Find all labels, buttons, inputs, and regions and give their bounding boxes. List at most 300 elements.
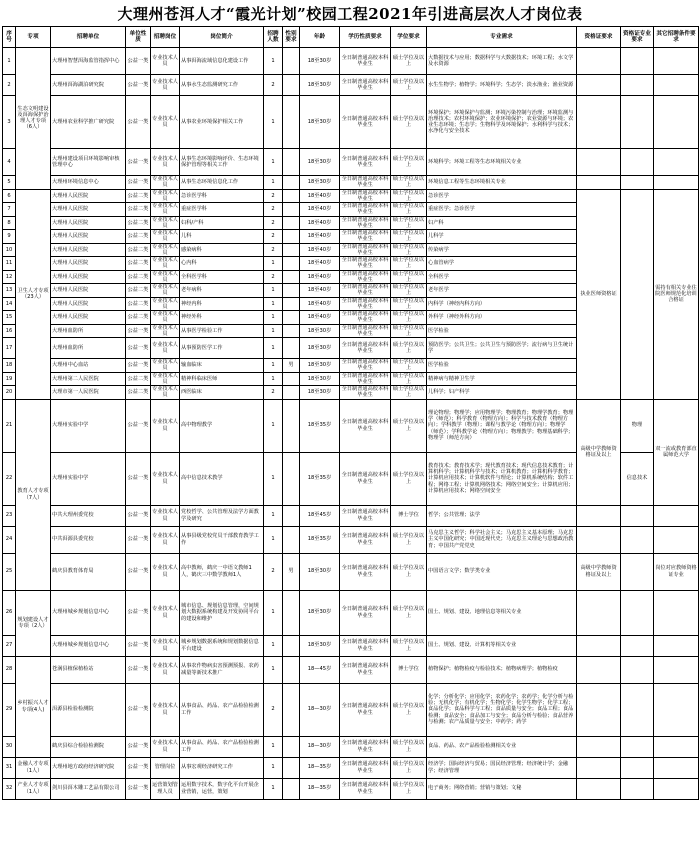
count-cell: 1 xyxy=(264,149,283,176)
nature-cell: 公益二类 xyxy=(126,284,151,298)
major-cell: 环境科学；环境工程等生态环境相关专业 xyxy=(427,149,577,176)
qualification-cell xyxy=(577,778,621,799)
unit-cell: 中共大理州委党校 xyxy=(51,505,126,526)
gender-cell xyxy=(283,230,300,244)
degree-cell: 硕士学位及以上 xyxy=(391,230,427,244)
post-cell: 专业技术人员 xyxy=(151,505,180,526)
education-cell: 全日制普通高校本科毕业生 xyxy=(340,48,391,75)
qualification-major-cell xyxy=(621,48,654,75)
row-number: 3 xyxy=(3,96,16,149)
intro-cell: 从事食品、药品、农产品检验检测工作 xyxy=(180,683,264,736)
major-cell: 水生生物学；植物学；环境科学；生态学；淡水渔业；渔业资源 xyxy=(427,75,577,96)
gender-cell xyxy=(283,216,300,230)
qualification-cell xyxy=(577,656,621,683)
row-number: 1 xyxy=(3,48,16,75)
gender-cell xyxy=(283,683,300,736)
major-cell: 急诊医学 xyxy=(427,189,577,203)
unit-cell: 大理州血防所 xyxy=(51,324,126,338)
major-cell: 理论物理；物理学；应用物理学；物理教育；物理学教育；物理学（师范）；科学教育（物理方向）；科学与技术教育（物理方向）；学科教学（物理）；课程与教学论（物理方向）；物理学（师范）；学科教学论（物理方向）；物理教学；物理基础科学；物理学（师范方向） xyxy=(427,399,577,452)
degree-cell: 硕士学位及以上 xyxy=(391,359,427,373)
education-cell: 全日制普通高校本科毕业生 xyxy=(340,338,391,359)
major-cell: 心血管病学 xyxy=(427,257,577,271)
degree-cell: 硕士学位及以上 xyxy=(391,257,427,271)
major-cell: 全科医学 xyxy=(427,270,577,284)
nature-cell: 公益二类 xyxy=(126,270,151,284)
gender-cell xyxy=(283,778,300,799)
post-cell: 专业技术人员 xyxy=(151,75,180,96)
major-cell: 妇产科 xyxy=(427,216,577,230)
table-row xyxy=(3,505,699,526)
education-cell: 全日制普通高校本科毕业生 xyxy=(340,243,391,257)
unit-cell: 大理州洱海湖泊研究院 xyxy=(51,75,126,96)
intro-cell: 从事生态环境信息化工作 xyxy=(180,176,264,190)
count-cell: 1 xyxy=(264,257,283,271)
other-requirements-cell: 岗位对应教师资格证专业 xyxy=(654,553,699,590)
unit-cell: 大理州城乡规划信息中心 xyxy=(51,590,126,635)
gender-cell xyxy=(283,189,300,203)
table-row xyxy=(3,635,699,656)
row-number: 10 xyxy=(3,243,16,257)
gender-cell xyxy=(283,590,300,635)
nature-cell: 公益一类 xyxy=(126,75,151,96)
row-number: 8 xyxy=(3,216,16,230)
unit-cell: 洱源县检验检测院 xyxy=(51,683,126,736)
nature-cell: 公益一类 xyxy=(126,505,151,526)
degree-cell: 硕士学位及以上 xyxy=(391,386,427,400)
intro-cell: 运用数字技术，数字化平台开展企业营销，运营，策划 xyxy=(180,778,264,799)
qualification-cell xyxy=(577,48,621,75)
major-cell: 大数据技术与应用；数据科学与大数据技术；环境工程；水文学及水资源 xyxy=(427,48,577,75)
header-cell: 专项 xyxy=(16,27,51,48)
nature-cell: 公益一类 xyxy=(126,399,151,452)
unit-cell: 大理州人民医院 xyxy=(51,216,126,230)
age-cell: 18至30岁 xyxy=(300,324,340,338)
post-cell: 专业技术人员 xyxy=(152,324,178,337)
other-requirements-cell xyxy=(654,505,699,526)
gender-cell xyxy=(283,270,300,284)
other-requirements-cell: 双一流或教育部直属师范大学 xyxy=(654,399,699,505)
count-cell: 2 xyxy=(264,243,283,257)
header-cell: 学历性质要求 xyxy=(340,27,391,48)
intro-cell: 城市信息、规划信息管理，空间规划大数据系统构建及开发协同平台的建设和维护 xyxy=(180,590,264,635)
degree-cell: 硕士学位及以上 xyxy=(391,324,427,338)
age-cell: 18至40岁 xyxy=(300,203,340,217)
age-cell: 18至30岁 xyxy=(300,338,340,359)
unit-cell: 大理州血防所 xyxy=(51,338,126,359)
age-cell: 18至35岁 xyxy=(300,526,340,553)
qualification-cell: 高级中学教师资格证及以上 xyxy=(577,553,621,590)
unit-cell: 大理州实验中学 xyxy=(51,399,126,452)
education-cell: 全日制普通高校本科毕业生 xyxy=(340,683,391,736)
education-cell: 全日制普通高校本科毕业生 xyxy=(340,553,391,590)
qualification-major-cell xyxy=(621,505,654,526)
unit-cell: 大理州人民医院 xyxy=(51,230,126,244)
nature-cell: 公益一类 xyxy=(126,452,151,505)
intro-cell: 精神科临床医师 xyxy=(180,372,264,386)
row-number: 9 xyxy=(3,230,16,244)
age-cell: 18至35岁 xyxy=(300,452,340,505)
qualification-cell xyxy=(577,176,621,190)
nature-cell: 公益二类 xyxy=(126,257,151,271)
degree-cell: 硕士学位及以上 xyxy=(391,96,427,149)
row-number: 23 xyxy=(3,505,16,526)
gender-cell xyxy=(283,757,300,778)
qualification-cell xyxy=(577,635,621,656)
count-cell: 1 xyxy=(264,48,283,75)
count-cell: 1 xyxy=(264,656,283,683)
post-cell: 专业技术人员 xyxy=(151,590,180,635)
post-cell: 专业技术人员 xyxy=(151,526,180,553)
other-requirements-cell xyxy=(654,149,699,176)
gender-cell xyxy=(283,96,300,149)
qualification-cell xyxy=(577,590,621,635)
age-cell: 18至30岁 xyxy=(300,75,340,96)
row-number: 17 xyxy=(3,338,16,359)
qualification-major-cell xyxy=(621,683,654,736)
unit-cell: 大理州农业科学推广研究院 xyxy=(51,96,126,149)
unit-cell: 大理州地方政府经济研究院 xyxy=(51,757,126,778)
age-cell: 18—35岁 xyxy=(300,778,340,799)
age-cell: 18至40岁 xyxy=(300,216,340,230)
row-number: 20 xyxy=(3,386,16,400)
major-cell: 哲学；公共管理；法学 xyxy=(427,505,577,526)
other-requirements-cell xyxy=(654,48,699,75)
category-cell: 乡村振兴人才专项(4人) xyxy=(16,656,51,757)
unit-cell: 大理州建设项目环境影响审核管理中心 xyxy=(51,149,126,176)
degree-cell: 硕士学位及以上 xyxy=(391,683,427,736)
post-cell: 专业技术人员 xyxy=(151,553,180,590)
count-cell: 2 xyxy=(264,230,283,244)
intro-cell: 城乡规划数据系统和规划数据信息平台建设 xyxy=(180,635,264,656)
education-cell: 全日制普通高校本科毕业生 xyxy=(340,176,391,190)
count-cell: 1 xyxy=(264,590,283,635)
major-cell: 环境保护；环境保护与监测；环境污染控制与治理；环境监测与治理技术；农村环境保护；农业环境保护；农业资源与环境；农业生态环境；生态学；生物科学及环境保护；水利科学与技术；水净化与安全技术 xyxy=(427,96,577,149)
qualification-major-cell xyxy=(621,149,654,176)
unit-cell: 大理州第二人民医院 xyxy=(51,372,126,386)
row-number: 4 xyxy=(3,149,16,176)
education-cell: 全日制普通高校本科毕业生 xyxy=(340,216,391,230)
intro-cell: 从事食品、药品、农产品检验检测工作 xyxy=(180,736,264,757)
intro-cell: 妇科/产科 xyxy=(180,216,264,230)
gender-cell xyxy=(283,452,300,505)
education-cell: 全日制普通高校本科毕业生 xyxy=(340,75,391,96)
degree-cell: 硕士学位及以上 xyxy=(391,452,427,505)
qualification-major-cell xyxy=(621,757,654,778)
degree-cell: 硕士学位及以上 xyxy=(391,778,427,799)
age-cell: 18至30岁 xyxy=(300,96,340,149)
unit-cell: 大理州人民医院 xyxy=(51,243,126,257)
row-number: 11 xyxy=(3,257,16,271)
nature-cell: 公益一类 xyxy=(126,338,151,359)
row-number: 5 xyxy=(3,176,16,190)
major-cell: 重症医学；急诊医学 xyxy=(427,203,577,217)
age-cell: 18至40岁 xyxy=(300,284,340,298)
unit-cell: 苍满县植保植检站 xyxy=(51,656,126,683)
row-number: 26 xyxy=(3,590,16,635)
qualification-major-cell xyxy=(621,553,654,590)
qualification-cell xyxy=(577,149,621,176)
intro-cell: 党校哲学、公共管理及法学方面教学及研究 xyxy=(180,505,264,526)
intro-cell: 从事农作物病虫害预测预报、农药减量等新技术推广 xyxy=(180,656,264,683)
qualification-cell xyxy=(577,736,621,757)
other-requirements-cell xyxy=(654,75,699,96)
table-row xyxy=(3,176,699,190)
education-cell: 全日制普通高校本科毕业生 xyxy=(340,203,391,217)
gender-cell xyxy=(283,736,300,757)
age-cell: 18至30岁 xyxy=(300,590,340,635)
intro-cell: 高中信息技术教学 xyxy=(180,452,264,505)
education-cell: 全日制普通高校本科毕业生 xyxy=(340,257,391,271)
row-number: 15 xyxy=(3,311,16,325)
count-cell: 2 xyxy=(264,216,283,230)
category-cell: 金融人才专项（1人） xyxy=(16,757,51,778)
category-cell: 卫生人才专项（23人） xyxy=(16,189,51,399)
header-cell: 学位要求 xyxy=(391,27,427,48)
nature-cell: 公益一类 xyxy=(126,48,151,75)
other-requirements-cell: 需持有相关专业住院医师规范化培训合格证 xyxy=(654,189,699,399)
other-requirements-cell xyxy=(654,683,699,736)
count-cell: 1 xyxy=(264,297,283,311)
count-cell: 2 xyxy=(264,553,283,590)
row-number: 22 xyxy=(3,452,16,505)
unit-cell: 鹤庆县教育体育局 xyxy=(51,553,126,590)
recruitment-table xyxy=(2,26,699,800)
count-cell: 1 xyxy=(264,176,283,190)
intro-cell: 高中物理教学 xyxy=(180,399,264,452)
table-row xyxy=(3,75,699,96)
category-cell: 生态文明建设及洱海保护治理人才专项（6人） xyxy=(16,48,51,190)
count-cell: 2 xyxy=(264,203,283,217)
qualification-cell xyxy=(577,757,621,778)
header-cell: 序号 xyxy=(3,27,16,48)
gender-cell xyxy=(283,526,300,553)
degree-cell: 硕士学位及以上 xyxy=(391,284,427,298)
intro-cell: 从事医学检验工作 xyxy=(180,324,264,338)
other-requirements-cell xyxy=(654,590,699,635)
qualification-major-cell xyxy=(621,778,654,799)
qualification-major-cell: 物理 xyxy=(621,399,654,452)
education-cell: 全日制普通高校本科毕业生 xyxy=(340,230,391,244)
category-cell: 规划建设人才专项（2人） xyxy=(16,590,51,656)
table-row xyxy=(3,189,699,203)
age-cell: 18至40岁 xyxy=(300,230,340,244)
gender-cell xyxy=(283,149,300,176)
other-requirements-cell xyxy=(654,656,699,683)
count-cell: 2 xyxy=(264,189,283,203)
row-number: 13 xyxy=(3,284,16,298)
header-cell: 单位性质 xyxy=(126,27,151,48)
gender-cell xyxy=(283,386,300,400)
nature-cell: 公益一类 xyxy=(126,656,151,683)
row-number: 27 xyxy=(3,635,16,656)
intro-cell: 神经内科 xyxy=(180,297,264,311)
intro-cell: 西医临床 xyxy=(180,386,264,400)
age-cell: 18—30岁 xyxy=(300,683,340,736)
row-number: 14 xyxy=(3,297,16,311)
table-row xyxy=(3,553,699,590)
qualification-major-cell xyxy=(621,75,654,96)
intro-cell: 感染病科 xyxy=(180,243,264,257)
degree-cell: 硕士学位及以上 xyxy=(391,297,427,311)
age-cell: 18至40岁 xyxy=(300,257,340,271)
header-cell: 其它招聘条件要求 xyxy=(654,27,699,48)
unit-cell: 大理州人民医院 xyxy=(51,203,126,217)
count-cell: 2 xyxy=(264,75,283,96)
nature-cell: 公益一类 xyxy=(126,635,151,656)
gender-cell xyxy=(283,48,300,75)
row-number: 7 xyxy=(3,203,16,217)
age-cell: 18—30岁 xyxy=(300,736,340,757)
nature-cell: 公益二类 xyxy=(126,386,151,400)
unit-cell: 大理市第一人民医院 xyxy=(51,386,126,400)
intro-cell: 从事水生态监测研究工作 xyxy=(180,75,264,96)
education-cell: 全日制普通高校本科毕业生 xyxy=(340,311,391,325)
post-cell: 专业技术人员 xyxy=(151,656,180,683)
gender-cell xyxy=(283,311,300,325)
gender-cell xyxy=(283,338,300,359)
degree-cell: 硕士学位及以上 xyxy=(391,48,427,75)
age-cell: 18至30岁 xyxy=(300,386,340,400)
qualification-major-cell xyxy=(621,590,654,635)
major-cell: 国土、规划、建设、地理信息等相关专业 xyxy=(427,590,577,635)
count-cell: 1 xyxy=(264,635,283,656)
degree-cell: 硕士学位及以上 xyxy=(391,311,427,325)
table-row xyxy=(3,656,699,683)
unit-cell: 大理州人民医院 xyxy=(51,270,126,284)
intro-cell: 从事县级党校党员干部教育教学工作 xyxy=(180,526,264,553)
education-cell: 全日制普通高校本科毕业生 xyxy=(340,635,391,656)
age-cell: 18至40岁 xyxy=(300,270,340,284)
post-cell: 专业技术人员 xyxy=(152,189,178,202)
header-cell: 年龄 xyxy=(300,27,340,48)
category-cell: 教育人才专项（7人） xyxy=(16,399,51,590)
intro-cell: 神经外科 xyxy=(180,311,264,325)
education-cell: 全日制普通高校本科毕业生 xyxy=(340,372,391,386)
header-cell: 资格证专业要求 xyxy=(621,27,654,48)
other-requirements-cell xyxy=(654,778,699,799)
unit-cell: 大理州环境信息中心 xyxy=(51,176,126,190)
post-cell: 专业技术人员 xyxy=(151,149,180,176)
count-cell: 2 xyxy=(264,683,283,736)
major-cell: 国土、规划、建设、计算机等相关专业 xyxy=(427,635,577,656)
unit-cell: 大理州城乡规划信息中心 xyxy=(51,635,126,656)
education-cell: 全日制普通高校本科毕业生 xyxy=(340,590,391,635)
age-cell: 18至30岁 xyxy=(300,48,340,75)
education-cell: 全日制普通高校本科毕业生 xyxy=(340,189,391,203)
nature-cell: 公益二类 xyxy=(126,311,151,325)
intro-cell: 输血临床 xyxy=(180,359,264,373)
other-requirements-cell xyxy=(654,526,699,553)
other-requirements-cell xyxy=(654,635,699,656)
row-number: 25 xyxy=(3,553,16,590)
nature-cell: 公益一类 xyxy=(126,176,151,190)
unit-cell: 大理州人民医院 xyxy=(51,311,126,325)
degree-cell: 硕士学位及以上 xyxy=(391,270,427,284)
post-cell: 专业技术人员 xyxy=(152,270,178,283)
qualification-major-cell xyxy=(621,526,654,553)
row-number: 32 xyxy=(3,778,16,799)
gender-cell xyxy=(283,284,300,298)
education-cell: 全日制普通高校本科毕业生 xyxy=(340,324,391,338)
qualification-major-cell xyxy=(621,736,654,757)
degree-cell: 硕士学位及以上 xyxy=(391,149,427,176)
degree-cell: 硕士学位及以上 xyxy=(391,243,427,257)
nature-cell: 公益一类 xyxy=(126,590,151,635)
count-cell: 1 xyxy=(264,311,283,325)
age-cell: 18至40岁 xyxy=(300,297,340,311)
qualification-major-cell xyxy=(621,189,654,399)
count-cell: 1 xyxy=(264,338,283,359)
degree-cell: 硕士学位及以上 xyxy=(391,736,427,757)
degree-cell: 硕士学位及以上 xyxy=(391,553,427,590)
row-number: 6 xyxy=(3,189,16,203)
post-cell: 管理岗位 xyxy=(151,757,180,778)
education-cell: 全日制普通高校本科毕业生 xyxy=(340,284,391,298)
table-row xyxy=(3,683,699,736)
qualification-major-cell xyxy=(621,176,654,190)
age-cell: 18至30岁 xyxy=(300,372,340,386)
unit-cell: 大理州人民医院 xyxy=(51,257,126,271)
post-cell: 专业技术人员 xyxy=(151,48,180,75)
degree-cell: 硕士学位及以上 xyxy=(391,372,427,386)
count-cell: 1 xyxy=(264,452,283,505)
document-title: 大理州苍洱人才“霞光计划”校园工程2021年引进高层次人才岗位表 xyxy=(117,5,583,23)
other-requirements-cell xyxy=(654,176,699,190)
table-row xyxy=(3,526,699,553)
post-cell: 专业技术人员 xyxy=(152,257,178,270)
post-cell: 专业技术人员 xyxy=(152,311,178,324)
row-number: 18 xyxy=(3,359,16,373)
count-cell: 1 xyxy=(264,778,283,799)
count-cell: 1 xyxy=(264,505,283,526)
post-cell: 专业技术人员 xyxy=(151,338,180,359)
table-row xyxy=(3,48,699,75)
post-cell: 专业技术人员 xyxy=(151,736,180,757)
row-number: 19 xyxy=(3,372,16,386)
major-cell: 电子商务；网络营销；营销与策划；文秘 xyxy=(427,778,577,799)
qualification-major-cell xyxy=(621,656,654,683)
table-row xyxy=(3,757,699,778)
intro-cell: 高中教师，鹤庆一中语文教师1人，鹤庆三中数学教师1人 xyxy=(180,553,264,590)
post-cell: 专业技术人员 xyxy=(152,284,178,297)
table-row xyxy=(3,149,699,176)
age-cell: 18至35岁 xyxy=(300,399,340,452)
major-cell: 医学检验 xyxy=(427,324,577,338)
table-row xyxy=(3,399,699,452)
post-cell: 专业技术人员 xyxy=(152,243,178,256)
intro-cell: 从事生态环境影响评价、生态环境保护管理等相关工作 xyxy=(180,149,264,176)
nature-cell: 公益一类 xyxy=(126,778,151,799)
post-cell: 专业技术人员 xyxy=(151,452,180,505)
degree-cell: 硕士学位及以上 xyxy=(391,338,427,359)
gender-cell xyxy=(283,203,300,217)
intro-cell: 急诊医学科 xyxy=(180,189,264,203)
degree-cell: 博士学位 xyxy=(391,656,427,683)
age-cell: 18至30岁 xyxy=(300,359,340,373)
unit-cell: 大理州人民医院 xyxy=(51,297,126,311)
major-cell: 传染病学 xyxy=(427,243,577,257)
post-cell: 专业技术人员 xyxy=(152,386,178,399)
education-cell: 全日制普通高校本科毕业生 xyxy=(340,656,391,683)
major-cell: 植物保护；植物检疫与检验技术；植物病理学；植物检疫 xyxy=(427,656,577,683)
intro-cell: 心内科 xyxy=(180,257,264,271)
major-cell: 内科学（神经内科方向） xyxy=(427,297,577,311)
intro-cell: 从事洱海流域信息化建设工作 xyxy=(180,48,264,75)
major-cell: 精神病与精神卫生学 xyxy=(427,372,577,386)
education-cell: 全日制普通高校本科毕业生 xyxy=(340,452,391,505)
other-requirements-cell xyxy=(654,96,699,149)
count-cell: 1 xyxy=(264,736,283,757)
